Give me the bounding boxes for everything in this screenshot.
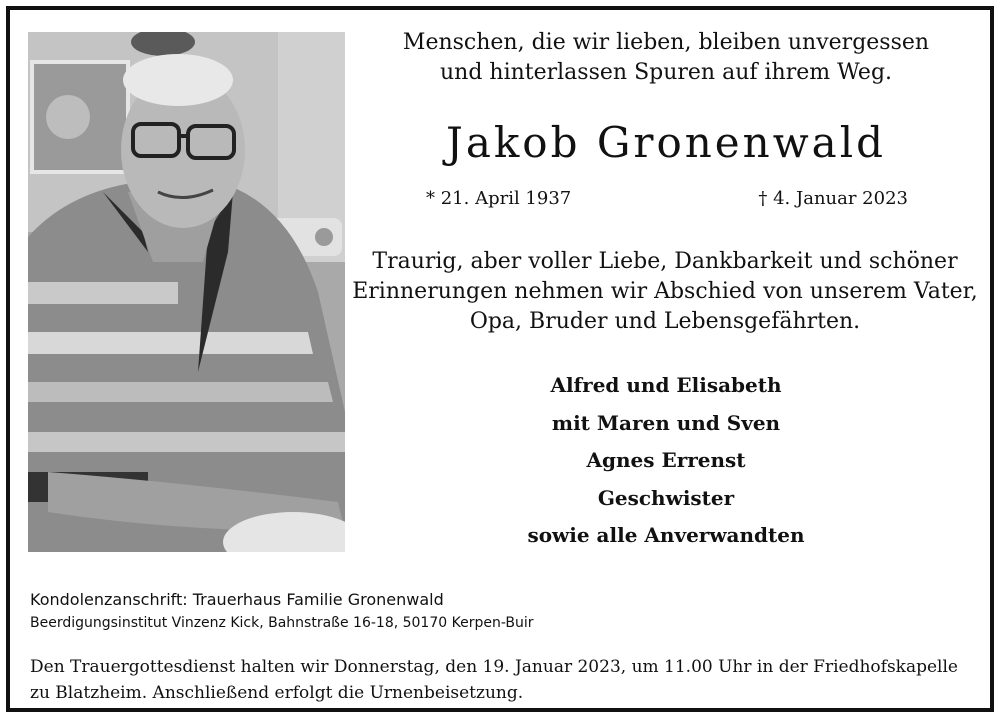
quote-line-2: und hinterlassen Spuren auf ihrem Weg. bbox=[439, 60, 893, 85]
mourner-entry: Alfred und Elisabeth bbox=[550, 373, 782, 397]
obituary-card bbox=[6, 6, 994, 712]
birth-date: * 21. April 1937 bbox=[426, 188, 572, 209]
mourner-entry: mit Maren und Sven bbox=[551, 410, 781, 435]
farewell-message bbox=[350, 247, 980, 337]
message-line-1: Traurig, aber voller Liebe, Dankbarkeit und schöner bbox=[372, 249, 958, 274]
deceased-name: Jakob Gronenwald bbox=[445, 118, 887, 167]
funeral-home-line: Beerdigungsinstitut Vinzenz Kick, Bahnstraße 16-18, 50170 Kerpen-Buir bbox=[30, 615, 534, 631]
mourner-entry: Agnes Errenst bbox=[586, 448, 746, 472]
message-line-2: Erinnerungen nehmen wir Abschied von unserem Vater, bbox=[352, 279, 978, 304]
condolence-address bbox=[30, 588, 970, 634]
quote-line-1: Menschen, die wir lieben, bleiben unvergessen bbox=[402, 30, 930, 55]
mourner-entry: sowie alle Anverwandten bbox=[527, 523, 805, 547]
message-line-3: Opa, Bruder und Lebensgefährten. bbox=[469, 309, 861, 334]
portrait-photo bbox=[28, 32, 345, 552]
memorial-quote bbox=[366, 28, 966, 88]
condolence-line: Kondolenzanschrift: Trauerhaus Familie Gronenwald bbox=[30, 590, 444, 609]
portrait-illustration bbox=[28, 32, 345, 552]
service-line-2: zu Blatzheim. Anschließend erfolgt die Urnenbeisetzung. bbox=[30, 683, 524, 703]
mourner-entry: Geschwister bbox=[597, 485, 735, 510]
service-line-1: Den Trauergottesdienst halten wir Donnerstag, den 19. Januar 2023, um 11.00 Uhr in der Friedhofskapelle bbox=[30, 657, 958, 677]
mourners-list bbox=[366, 367, 966, 555]
service-notice bbox=[30, 654, 980, 706]
death-date: † 4. Januar 2023 bbox=[758, 188, 908, 209]
